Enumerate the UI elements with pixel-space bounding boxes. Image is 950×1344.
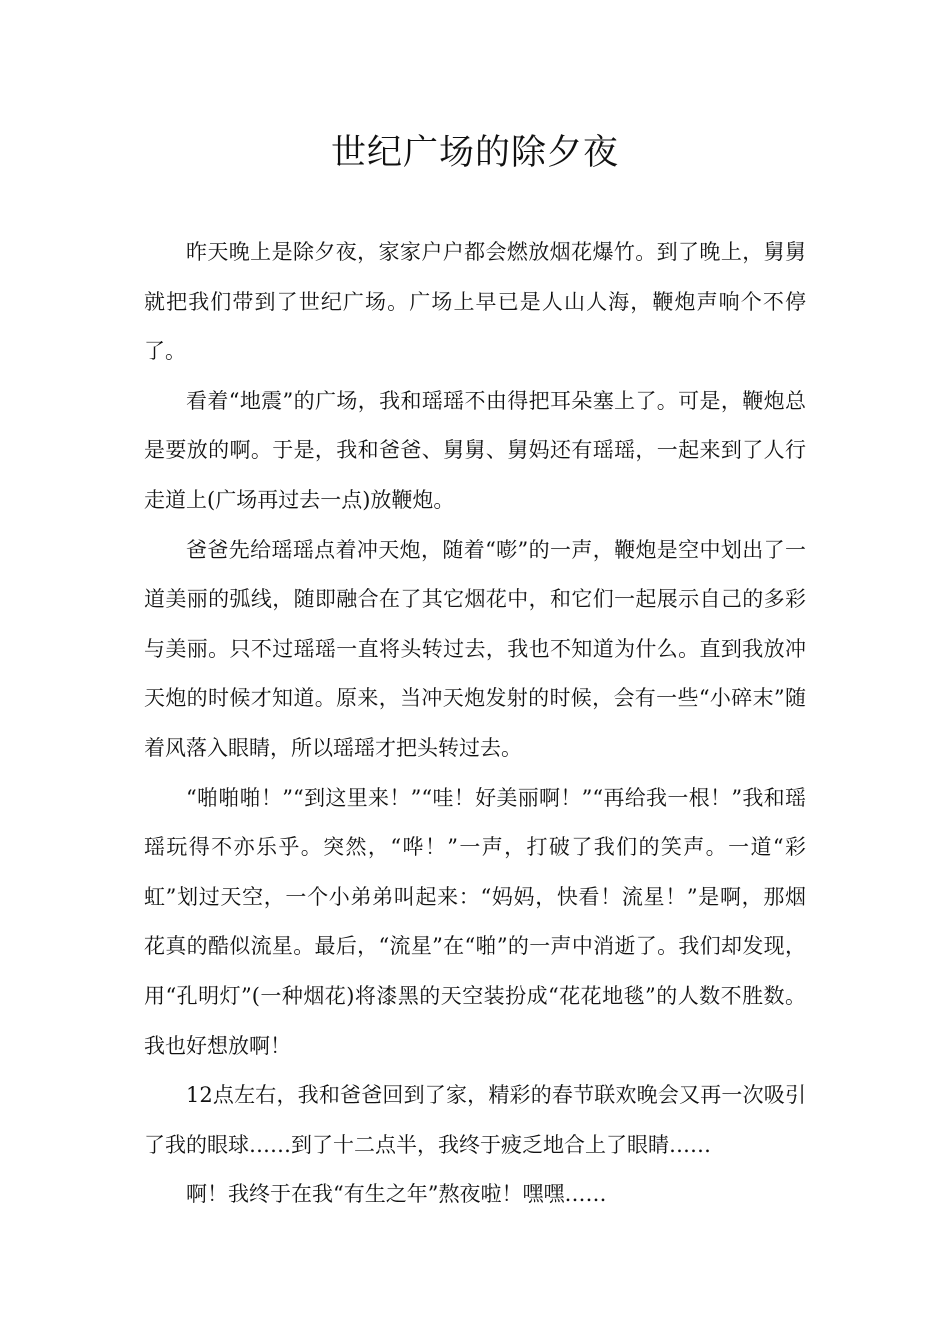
paragraph: 看着“地震”的广场，我和瑶瑶不由得把耳朵塞上了。可是，鞭炮总是要放的啊。于是，我和爸爸、舅舅、舅妈还有瑶瑶，一起来到了人行走道上(广场再过去一点)放鞭炮。	[144, 388, 806, 512]
paragraph: 啊！我终于在我“有生之年”熬夜啦！嘿嘿……	[186, 1182, 607, 1207]
paragraph: 爸爸先给瑶瑶点着冲天炮，随着“嘭”的一声，鞭炮是空中划出了一道美丽的弧线，随即融合在了其它烟花中，和它们一起展示自己的多彩与美丽。只不过瑶瑶一直将头转过去，我也不知道为什么。直到我放冲天炮的时候才知道。原来，当冲天炮发射的时候，会有一些“小碎末”随着风落入眼睛，所以瑶瑶才把头转过去。	[144, 537, 806, 760]
paragraph: 昨天晚上是除夕夜，家家户户都会燃放烟花爆竹。到了晚上，舅舅就把我们带到了世纪广场。广场上早已是人山人海，鞭炮声响个不停了。	[144, 240, 806, 364]
document-body	[144, 228, 806, 1220]
paragraph: 12点左右，我和爸爸回到了家，精彩的春节联欢晚会又再一次吸引了我的眼球……到了十二点半，我终于疲乏地合上了眼睛……	[144, 1083, 806, 1157]
document-title: 世纪广场的除夕夜	[330, 133, 619, 173]
paragraph: “啪啪啪！”“到这里来！”“哇！好美丽啊！”“再给我一根！”我和瑶瑶玩得不亦乐乎。突然，“哗！”一声，打破了我们的笑声。一道“彩虹”划过天空，一个小弟弟叫起来：“妈妈，快看！流星！”是啊，那烟花真的酷似流星。最后，“流星”在“啪”的一声中消逝了。我们却发现，用“孔明灯”(一种烟花)将漆黑的天空装扮成“花花地毯”的人数不胜数。我也好想放啊！	[144, 785, 806, 1058]
